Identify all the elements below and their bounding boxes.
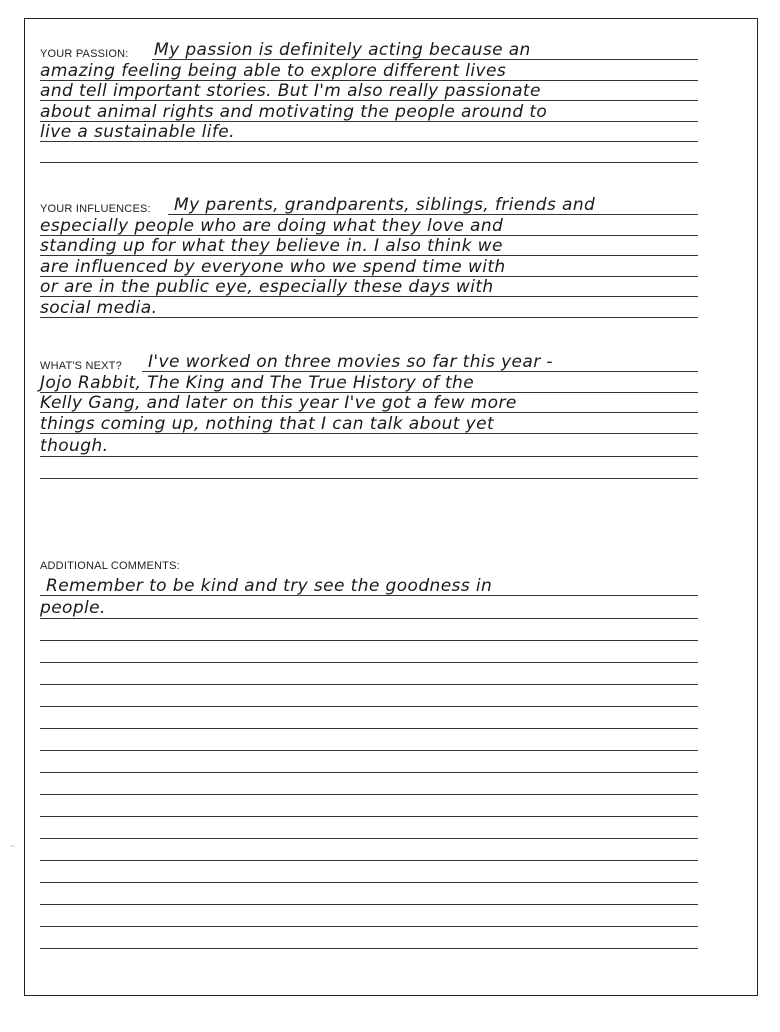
handwritten-line: Kelly Gang, and later on this year I've got a few more (40, 393, 517, 413)
handwritten-line: Remember to be kind and try see the goodness in (46, 576, 493, 596)
handwritten-line: though. (40, 436, 109, 456)
ruled-line (40, 948, 698, 949)
ruled-line (40, 904, 698, 905)
handwritten-line: and tell important stories. But I'm also really passionate (40, 81, 541, 101)
handwritten-line: My parents, grandparents, siblings, friends and (174, 195, 596, 215)
whats-next-section (40, 352, 698, 482)
influences-section (40, 196, 698, 336)
ruled-line (40, 794, 698, 795)
ruled-line (40, 816, 698, 817)
handwritten-line: things coming up, nothing that I can talk about yet (40, 414, 495, 434)
ruled-line (40, 860, 698, 861)
whats-next-label: WHAT'S NEXT? (40, 360, 122, 372)
ruled-line (40, 162, 698, 163)
ruled-line (40, 728, 698, 729)
passion-label: YOUR PASSION: (40, 48, 129, 60)
scan-speck: ·· (10, 842, 16, 851)
handwritten-line: or are in the public eye, especially these days with (40, 277, 494, 297)
influences-label: YOUR INFLUENCES: (40, 203, 151, 215)
ruled-line (40, 772, 698, 773)
handwritten-line: especially people who are doing what they love and (40, 216, 504, 236)
ruled-line (40, 618, 698, 619)
handwritten-line: My passion is definitely acting because an (154, 40, 531, 60)
handwritten-line: are influenced by everyone who we spend time with (40, 257, 506, 277)
handwritten-line: amazing feeling being able to explore different lives (40, 61, 507, 81)
handwritten-line: people. (40, 598, 106, 618)
ruled-line (40, 750, 698, 751)
ruled-line (40, 456, 698, 457)
ruled-line (40, 838, 698, 839)
ruled-line (40, 926, 698, 927)
handwritten-line: I've worked on three movies so far this year - (148, 352, 553, 372)
handwritten-line: about animal rights and motivating the people around to (40, 102, 548, 122)
ruled-line (40, 662, 698, 663)
ruled-line (40, 478, 698, 479)
handwritten-line: Jojo Rabbit, The King and The True History of the (40, 373, 475, 393)
ruled-line (40, 882, 698, 883)
ruled-line (40, 684, 698, 685)
comments-label: ADDITIONAL COMMENTS: (40, 560, 180, 572)
comments-section (40, 556, 698, 966)
handwritten-line: standing up for what they believe in. I also think we (40, 236, 503, 256)
ruled-line (40, 640, 698, 641)
ruled-line (40, 706, 698, 707)
handwritten-line: social media. (40, 298, 158, 318)
handwritten-line: live a sustainable life. (40, 122, 235, 142)
passion-section (40, 40, 698, 170)
